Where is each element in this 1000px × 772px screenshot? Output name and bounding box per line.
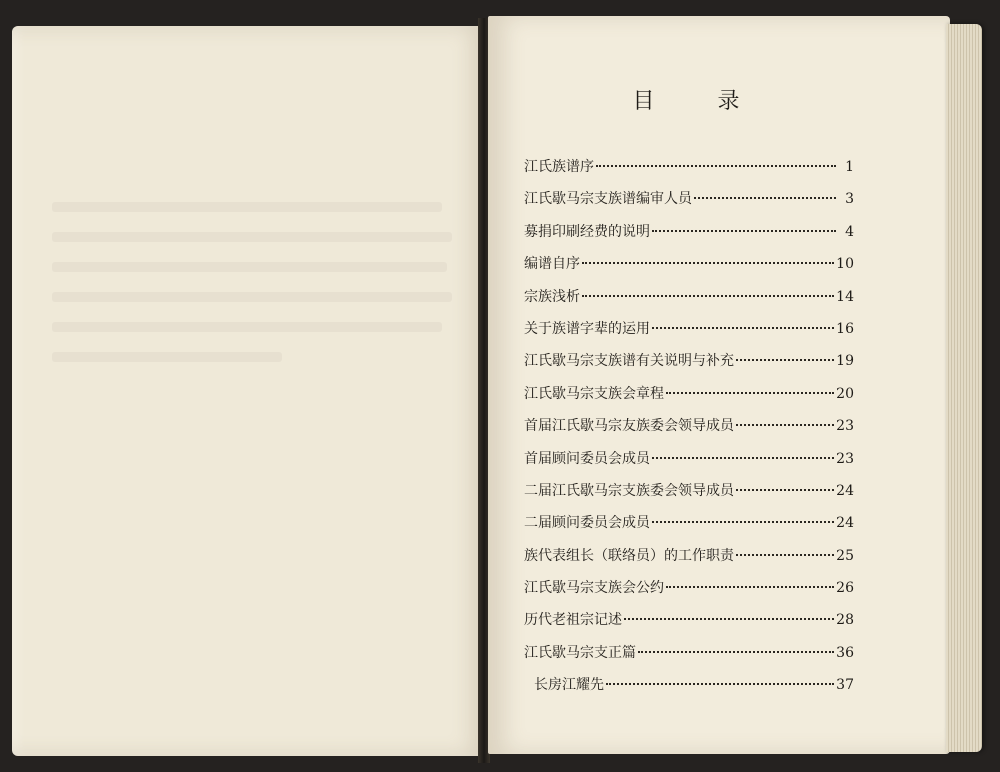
bleed-through-text <box>52 202 442 212</box>
dot-leader <box>652 230 836 232</box>
toc-entry-page-number: 1 <box>845 159 854 175</box>
toc-entry <box>524 577 854 609</box>
toc-entry-page-number: 16 <box>836 320 854 337</box>
toc-entry <box>524 221 854 253</box>
dot-leader <box>596 165 836 167</box>
toc-entry-label: 江氏歇马宗支族谱有关说明与补充 <box>524 353 734 370</box>
toc-entry-page-number: 23 <box>836 418 854 435</box>
toc-entry-page-number: 10 <box>836 256 854 273</box>
dot-leader <box>736 424 834 426</box>
toc-entry-page-number: 14 <box>836 288 854 305</box>
toc-entry <box>524 188 854 220</box>
toc-entry-page-number: 37 <box>836 677 854 694</box>
dot-leader <box>624 618 834 620</box>
toc-entry-label: 首届顾问委员会成员 <box>524 450 650 467</box>
toc-entry-label: 募捐印刷经费的说明 <box>524 223 650 240</box>
toc-entry-label: 江氏歇马宗支族会章程 <box>524 385 664 402</box>
toc-entry-label: 二届顾问委员会成员 <box>524 515 650 532</box>
toc-entry-page-number: 28 <box>836 612 854 629</box>
toc-entry <box>524 674 854 706</box>
dot-leader <box>582 295 834 297</box>
bleed-through-text <box>52 292 452 302</box>
dot-leader <box>666 392 834 394</box>
toc-entry-label: 二届江氏歇马宗支族委会领导成员 <box>524 482 734 499</box>
bleed-through-text <box>52 232 452 242</box>
toc-entry <box>524 286 854 318</box>
dot-leader <box>694 197 836 199</box>
dot-leader <box>736 489 834 491</box>
bleed-through-text <box>52 322 442 332</box>
dot-leader <box>652 521 834 523</box>
toc-entry-label: 长房江耀先 <box>534 677 604 694</box>
toc-entry-label: 江氏歇马宗支族会公约 <box>524 580 664 597</box>
toc-entry-label: 族代表组长（联络员）的工作职责 <box>524 547 734 564</box>
toc-entry-label: 编谱自序 <box>524 256 580 273</box>
dot-leader <box>638 651 834 653</box>
toc-entry <box>524 350 854 382</box>
toc-entry <box>524 609 854 641</box>
dot-leader <box>666 586 834 588</box>
toc-entry-page-number: 20 <box>836 385 854 402</box>
toc-entry-page-number: 26 <box>836 580 854 597</box>
toc-entry <box>524 383 854 415</box>
bleed-through-text <box>52 352 282 362</box>
toc-entry-page-number: 23 <box>836 450 854 467</box>
toc-entry-page-number: 4 <box>845 223 854 240</box>
toc-entry-page-number: 25 <box>836 547 854 564</box>
toc-entry-page-number: 36 <box>836 644 854 661</box>
bleed-through-text <box>52 262 447 272</box>
toc-entry-page-number: 3 <box>845 191 854 208</box>
toc-entry <box>524 253 854 285</box>
left-page <box>12 26 486 756</box>
toc-entry-label: 关于族谱字辈的运用 <box>524 320 650 337</box>
toc-entry <box>524 448 854 480</box>
toc-entry <box>524 156 854 188</box>
toc-entry <box>524 415 854 447</box>
toc-entry-page-number: 24 <box>836 515 854 532</box>
toc-entry-page-number: 19 <box>836 353 854 370</box>
dot-leader <box>582 262 834 264</box>
toc-title: 目 录 <box>632 89 768 114</box>
toc-entry-page-number: 24 <box>836 482 854 499</box>
dot-leader <box>736 554 834 556</box>
toc-entry <box>524 545 854 577</box>
toc-entry <box>524 318 854 350</box>
toc-entry <box>524 642 854 674</box>
dot-leader <box>652 327 834 329</box>
toc-entry <box>524 512 854 544</box>
table-of-contents <box>524 156 854 707</box>
dot-leader <box>606 683 834 685</box>
toc-entry-label: 历代老祖宗记述 <box>524 612 622 629</box>
dot-leader <box>736 359 834 361</box>
page-edges <box>946 24 982 752</box>
toc-entry-label: 江氏族谱序 <box>524 159 594 175</box>
dot-leader <box>652 457 834 459</box>
toc-entry <box>524 480 854 512</box>
toc-entry-label: 江氏歇马宗支族谱编审人员 <box>524 191 692 208</box>
toc-entry-label: 江氏歇马宗支正篇 <box>524 644 636 661</box>
toc-entry-label: 宗族浅析 <box>524 288 580 305</box>
toc-entry-label: 首届江氏歇马宗友族委会领导成员 <box>524 418 734 435</box>
